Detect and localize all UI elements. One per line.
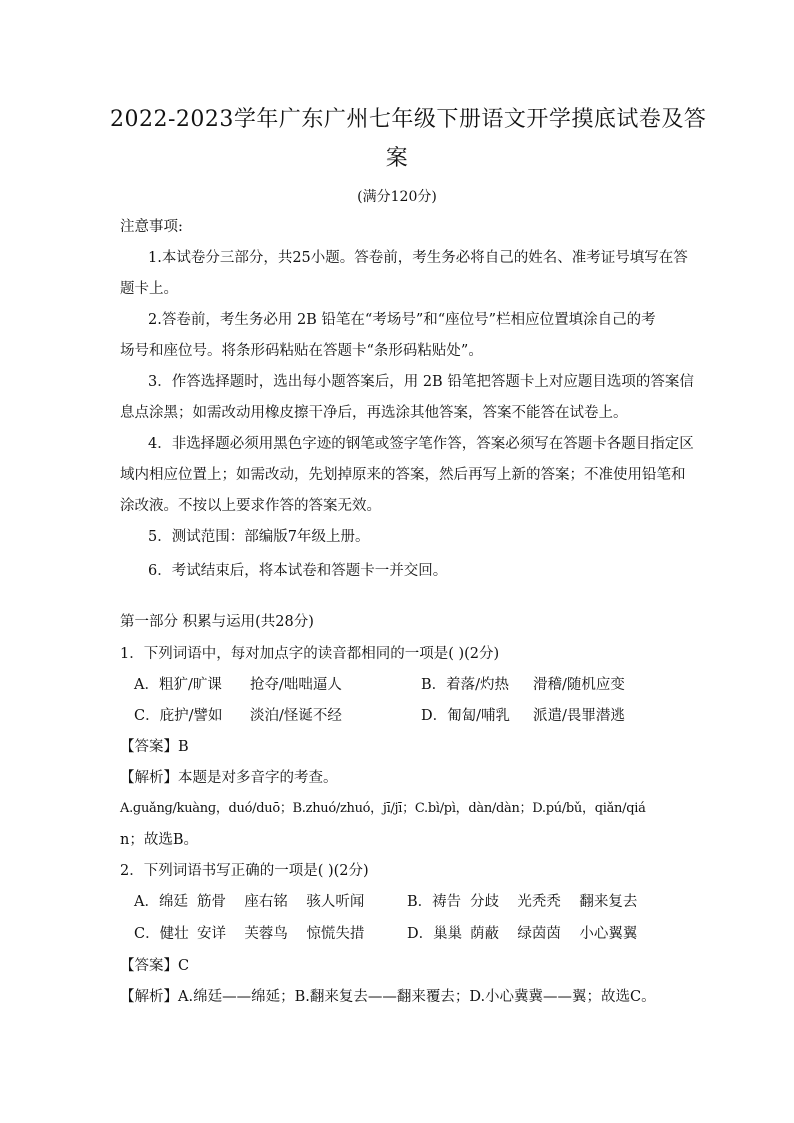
- notice-line: 1.本试卷分三部分，共25小题。答卷前，考生务必将自己的姓名、准考证号填写在答: [148, 250, 688, 266]
- document-title-line-2: 案: [385, 146, 409, 171]
- q1-option-c-label: C．庇护/譬如: [134, 708, 223, 724]
- q2-option-c-words: 安详 芙蓉鸟 惊慌失措: [197, 926, 365, 942]
- q1-option-d-words: 派遣/畏罪潜逃: [533, 708, 625, 724]
- q2-answer: 【答案】C: [120, 958, 190, 974]
- notice-line: 5．测试范围：部编版7年级上册。: [148, 529, 370, 545]
- part-one-heading: 第一部分 积累与运用(共28分): [120, 614, 314, 630]
- q2-option-d-words: 荫蔽 绿茵茵 小心翼翼: [470, 926, 638, 942]
- q1-answer: 【答案】B: [120, 739, 189, 755]
- q2-option-d-label: D．巢巢: [407, 926, 463, 942]
- notice-line: 场号和座位号。将条形码粘贴在答题卡“条形码粘贴处”。: [120, 343, 483, 359]
- q1-analysis: 【解析】本题是对多音字的考查。: [120, 770, 338, 786]
- document-title-line-1: 2022-2023学年广东广州七年级下册语文开学摸底试卷及答: [110, 107, 707, 132]
- q2-option-b-label: B．祷告: [407, 894, 462, 910]
- q1-option-a-label: A．粗犷/旷课: [134, 677, 222, 693]
- q2-analysis: 【解析】A.绵廷——绵延；B.翻来复去——翻来覆去；D.小心冀冀——翼；故选C。: [120, 989, 656, 1005]
- q2-option-a-label: A．绵廷: [134, 894, 188, 910]
- notice-line: 4．非选择题必须用黑色字迹的钢笔或签字笔作答，答案必须写在答题卡各题目指定区: [148, 436, 694, 452]
- question-2-stem: 2．下列词语书写正确的一项是( )(2分): [120, 863, 369, 879]
- q1-option-d-label: D．匍匐/哺乳: [421, 708, 511, 724]
- notice-line: 题卡上。: [120, 281, 178, 297]
- notice-line: 息点涂黑；如需改动用橡皮擦干净后，再选涂其他答案，答案不能答在试卷上。: [120, 405, 628, 421]
- q1-option-a-words: 抢夺/咄咄逼人: [250, 677, 342, 693]
- full-score-note: (满分120分): [357, 189, 437, 205]
- notice-line: 6．考试结束后，将本试卷和答题卡一并交回。: [148, 563, 448, 579]
- q1-option-b-label: B．着落/灼热: [421, 677, 510, 693]
- notice-line: 2.答卷前，考生务必用 2B 铅笔在“考场号”和“座位号”栏相应位置填涂自己的考: [148, 312, 656, 328]
- notice-line: 域内相应位置上；如需改动，先划掉原来的答案，然后再写上新的答案；不准使用铅笔和: [120, 467, 686, 483]
- q2-option-a-words: 筋骨 座右铭 骇人听闻: [197, 894, 365, 910]
- q1-analysis-conclusion: n；故选B。: [120, 832, 198, 848]
- q1-option-c-words: 淡泊/怪诞不经: [250, 708, 342, 724]
- question-1-stem: 1．下列词语中，每对加点字的读音都相同的一项是( )(2分): [120, 646, 500, 662]
- notice-line: 涂改液。不按以上要求作答的答案无效。: [120, 498, 381, 514]
- notice-line: 3．作答选择题时，选出每小题答案后，用 2B 铅笔把答题卡上对应题目选项的答案信: [148, 374, 694, 390]
- q1-analysis-pinyin: A.ɡuǎnɡ/kuànɡ，duó/duō；B.zhuó/zhuó，jī/jī；C.bì/pì，dàn/dàn；D.pú/bǔ，qiǎn/qiá: [120, 801, 646, 816]
- notice-heading: 注意事项:: [120, 219, 183, 235]
- q2-option-c-label: C．健壮: [134, 926, 189, 942]
- q2-option-b-words: 分歧 光秃秃 翻来复去: [470, 894, 638, 910]
- q1-option-b-words: 滑稽/随机应变: [533, 677, 625, 693]
